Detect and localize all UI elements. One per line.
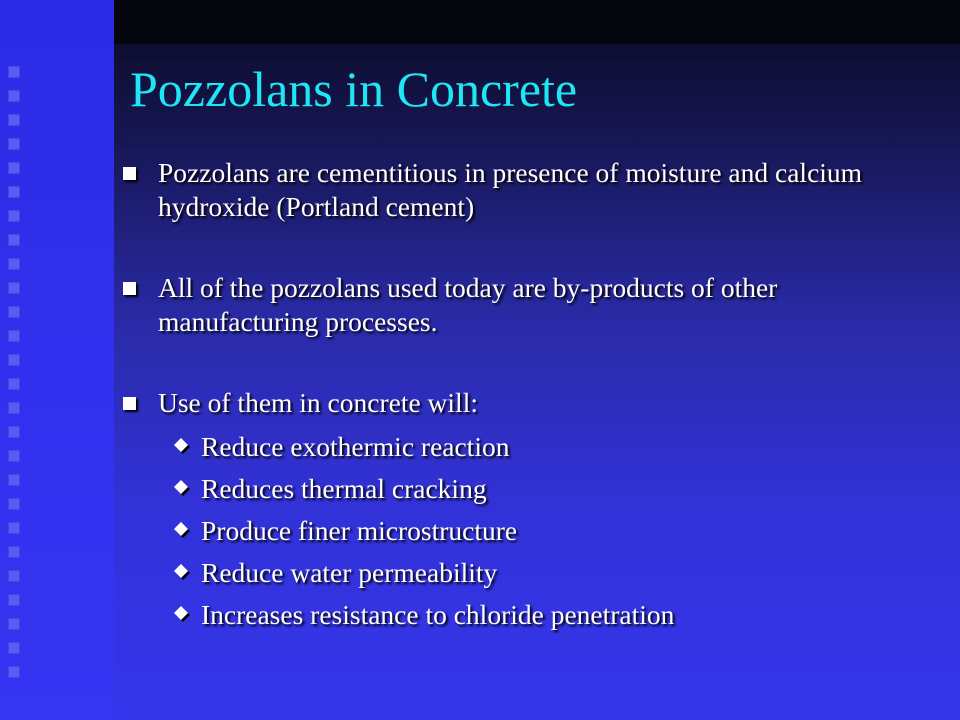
diamond-bullet-icon — [174, 438, 190, 454]
decorative-square — [8, 474, 20, 486]
bullet-item — [122, 156, 922, 224]
decorative-square — [8, 498, 20, 510]
decorative-square — [8, 258, 20, 270]
decorative-square — [8, 426, 20, 438]
decorative-square — [8, 570, 20, 582]
bullet-text: Use of them in concrete will: — [158, 387, 478, 418]
slide-title: Pozzolans in Concrete — [130, 61, 578, 117]
diamond-bullet-icon — [174, 480, 190, 496]
slide-body — [122, 156, 922, 636]
bullet-text: All of the pozzolans used today are by-products of other manufacturing processes. — [158, 272, 778, 337]
diamond-bullet-icon — [174, 606, 190, 622]
decorative-square — [8, 666, 20, 678]
decorative-square — [8, 594, 20, 606]
decorative-square — [8, 402, 20, 414]
sub-bullet-text: Reduce water permeability — [201, 557, 498, 588]
bullet-text: Pozzolans are cementitious in presence of moisture and calcium hydroxide (Portland cement) — [158, 157, 863, 222]
diamond-bullet-icon — [174, 564, 190, 580]
decorative-square — [8, 450, 20, 462]
decorative-square — [8, 354, 20, 366]
decorative-square — [8, 522, 20, 534]
decorative-square — [8, 114, 20, 126]
sub-bullet-text: Produce finer microstructure — [201, 515, 518, 546]
bullet-item — [122, 386, 922, 420]
sub-bullet-item — [122, 468, 922, 510]
decorative-square — [8, 234, 20, 246]
decorative-square — [8, 306, 20, 318]
decorative-square — [8, 618, 20, 630]
decorative-square — [8, 330, 20, 342]
sub-bullet-text: Increases resistance to chloride penetration — [201, 599, 675, 630]
square-bullet-icon — [123, 282, 136, 295]
decorative-square — [8, 162, 20, 174]
decorative-square — [8, 546, 20, 558]
sub-bullet-item — [122, 426, 922, 468]
bullet-item — [122, 271, 922, 339]
decorative-square — [8, 90, 20, 102]
top-dark-strip — [114, 0, 960, 44]
sub-bullet-text: Reduces thermal cracking — [201, 473, 487, 504]
decorative-square-column — [8, 66, 24, 690]
decorative-square — [8, 66, 20, 78]
square-bullet-icon — [123, 397, 136, 410]
diamond-bullet-icon — [174, 522, 190, 538]
decorative-square — [8, 138, 20, 150]
left-decorative-band — [0, 0, 114, 720]
sub-bullet-text: Reduce exothermic reaction — [201, 431, 510, 462]
sub-bullet-item — [122, 552, 922, 594]
decorative-square — [8, 642, 20, 654]
sub-bullet-item — [122, 510, 922, 552]
decorative-square — [8, 282, 20, 294]
decorative-square — [8, 186, 20, 198]
decorative-square — [8, 210, 20, 222]
sub-bullet-item — [122, 594, 922, 636]
decorative-square — [8, 378, 20, 390]
square-bullet-icon — [123, 167, 136, 180]
